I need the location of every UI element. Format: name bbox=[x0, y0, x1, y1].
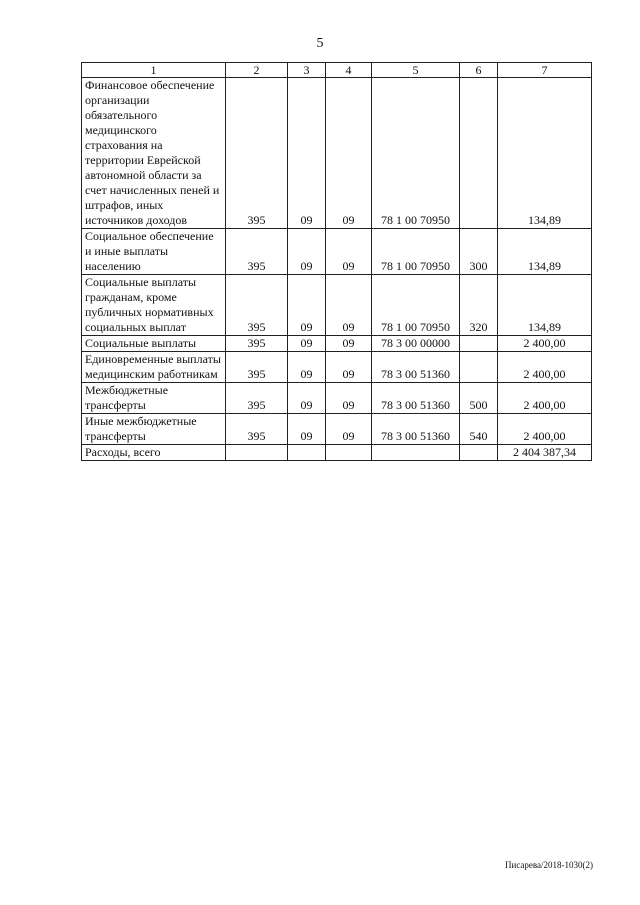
row-ved: 395 bbox=[226, 383, 288, 414]
row-vr bbox=[460, 352, 498, 383]
row-rz: 09 bbox=[288, 414, 326, 445]
table-row bbox=[82, 336, 592, 352]
table-row bbox=[82, 78, 592, 229]
row-name: Иные межбюджетные трансферты bbox=[82, 414, 226, 445]
table-row bbox=[82, 414, 592, 445]
row-sum: 2 400,00 bbox=[498, 336, 592, 352]
page-number: 5 bbox=[316, 36, 324, 51]
header-cell: 3 bbox=[288, 63, 326, 78]
header-cell: 5 bbox=[372, 63, 460, 78]
row-vr bbox=[460, 336, 498, 352]
row-csr: 78 3 00 00000 bbox=[372, 336, 460, 352]
row-ved: 395 bbox=[226, 414, 288, 445]
row-ved: 395 bbox=[226, 336, 288, 352]
row-ved: 395 bbox=[226, 275, 288, 336]
header-cell: 7 bbox=[498, 63, 592, 78]
table-row bbox=[82, 229, 592, 275]
header-cell: 4 bbox=[326, 63, 372, 78]
header-cell: 1 bbox=[82, 63, 226, 78]
row-sum: 2 400,00 bbox=[498, 352, 592, 383]
table-row bbox=[82, 352, 592, 383]
row-sum: 134,89 bbox=[498, 229, 592, 275]
row-vr bbox=[460, 445, 498, 461]
row-sum: 134,89 bbox=[498, 275, 592, 336]
row-vr: 320 bbox=[460, 275, 498, 336]
row-csr bbox=[372, 445, 460, 461]
row-rz: 09 bbox=[288, 352, 326, 383]
row-ved: 395 bbox=[226, 229, 288, 275]
row-vr: 540 bbox=[460, 414, 498, 445]
table-row bbox=[82, 275, 592, 336]
row-sum: 134,89 bbox=[498, 78, 592, 229]
row-pr: 09 bbox=[326, 383, 372, 414]
row-rz: 09 bbox=[288, 78, 326, 229]
row-sum: 2 404 387,34 bbox=[498, 445, 592, 461]
expenditure-table bbox=[81, 62, 592, 461]
header-cell: 6 bbox=[460, 63, 498, 78]
row-name: Социальные выплаты bbox=[82, 336, 226, 352]
row-rz: 09 bbox=[288, 229, 326, 275]
row-name: Межбюджетные трансферты bbox=[82, 383, 226, 414]
row-name: Социальное обеспечение и иные выплаты населению bbox=[82, 229, 226, 275]
row-pr: 09 bbox=[326, 78, 372, 229]
header-cell: 2 bbox=[226, 63, 288, 78]
row-rz bbox=[288, 445, 326, 461]
row-csr: 78 1 00 70950 bbox=[372, 275, 460, 336]
row-name: Единовременные выплаты медицинским работникам bbox=[82, 352, 226, 383]
table-row bbox=[82, 383, 592, 414]
row-sum: 2 400,00 bbox=[498, 383, 592, 414]
row-pr: 09 bbox=[326, 229, 372, 275]
row-vr bbox=[460, 78, 498, 229]
row-csr: 78 3 00 51360 bbox=[372, 383, 460, 414]
row-name: Расходы, всего bbox=[82, 445, 226, 461]
row-pr: 09 bbox=[326, 336, 372, 352]
row-rz: 09 bbox=[288, 336, 326, 352]
row-pr bbox=[326, 445, 372, 461]
row-vr: 500 bbox=[460, 383, 498, 414]
row-sum: 2 400,00 bbox=[498, 414, 592, 445]
document-footer-code: Писарева/2018-1030(2) bbox=[505, 860, 594, 870]
row-csr: 78 3 00 51360 bbox=[372, 352, 460, 383]
row-ved: 395 bbox=[226, 78, 288, 229]
row-csr: 78 1 00 70950 bbox=[372, 78, 460, 229]
row-pr: 09 bbox=[326, 352, 372, 383]
row-pr: 09 bbox=[326, 275, 372, 336]
row-rz: 09 bbox=[288, 275, 326, 336]
table-header-row bbox=[82, 63, 592, 78]
row-name: Финансовое обеспечение организации обязательного медицинского страхования на территории Еврейской автономной области за счет начисленных пеней и штрафов, иных источников доходов bbox=[82, 78, 226, 229]
row-name: Социальные выплаты гражданам, кроме публичных нормативных социальных выплат bbox=[82, 275, 226, 336]
row-csr: 78 1 00 70950 bbox=[372, 229, 460, 275]
table-total-row bbox=[82, 445, 592, 461]
row-vr: 300 bbox=[460, 229, 498, 275]
row-rz: 09 bbox=[288, 383, 326, 414]
row-ved bbox=[226, 445, 288, 461]
row-pr: 09 bbox=[326, 414, 372, 445]
row-ved: 395 bbox=[226, 352, 288, 383]
row-csr: 78 3 00 51360 bbox=[372, 414, 460, 445]
